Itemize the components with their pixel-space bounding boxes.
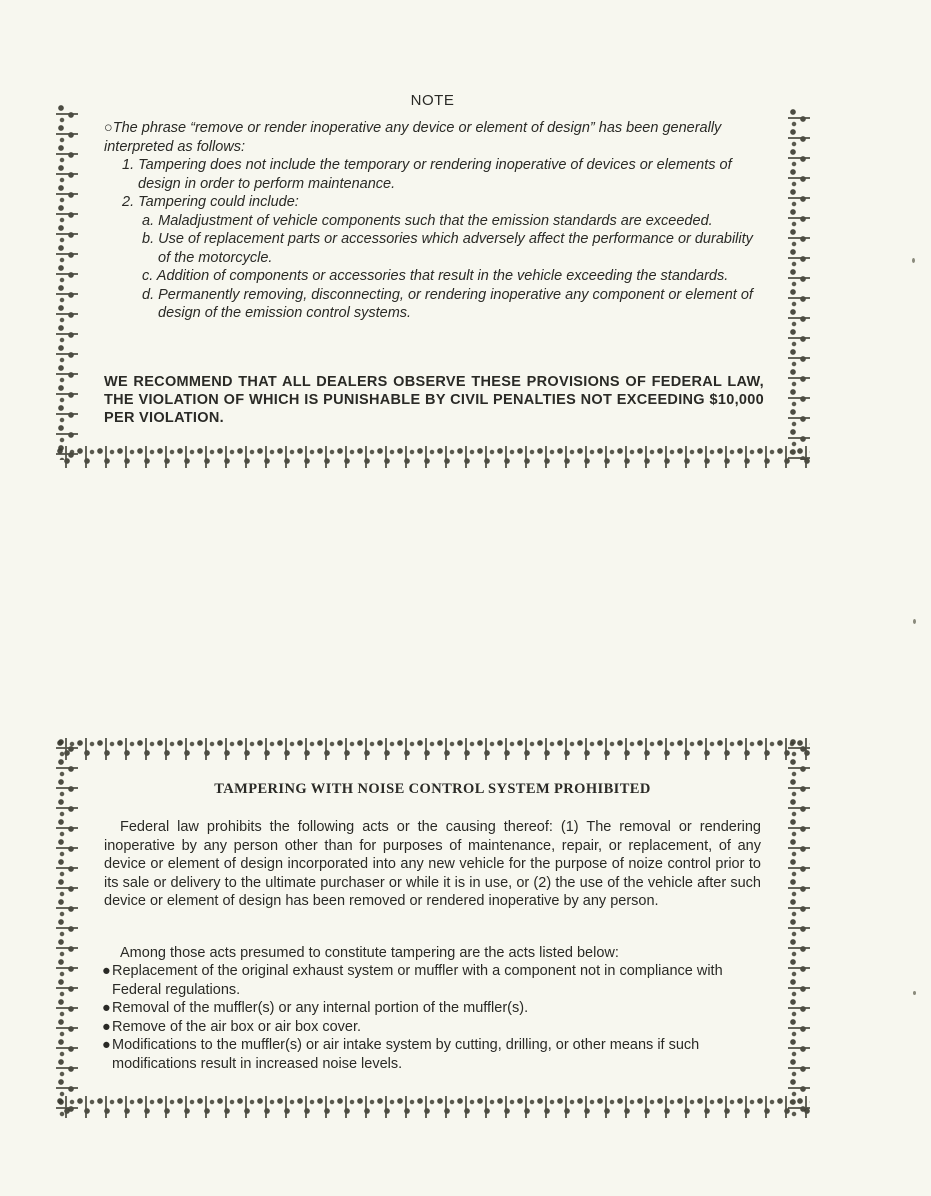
list-item bbox=[102, 1036, 770, 1073]
bullet-icon: ● bbox=[102, 1018, 111, 1035]
note-subitem-a-letter: a. bbox=[142, 212, 155, 229]
note-item-2 bbox=[104, 193, 764, 212]
note-item-1 bbox=[104, 156, 764, 193]
note-item-1-num: 1. bbox=[122, 157, 135, 173]
list-item bbox=[102, 999, 770, 1018]
note-item-2-num: 2. bbox=[122, 194, 135, 210]
note-subitem-b bbox=[104, 230, 764, 267]
note-subitem-c-letter: c. bbox=[142, 268, 154, 284]
bullet-icon: ● bbox=[102, 1037, 111, 1053]
note-subitem-b-letter: b. bbox=[142, 231, 155, 247]
tampering-paragraph: Federal law prohibits the following acts or the causing thereof: (1) The removal or rendering inoperative by any person other than for purposes of maintenance, repair, or replacement, of any device or element of design incorporated into any new vehicle for the purpose of noize control prior to its sale or delivery to the ultimate purchaser or while it is in use, or (2) the use of the vehicle after such device or element of design has been removed or rendered inoperative by any person. bbox=[104, 819, 761, 909]
scan-speck bbox=[913, 991, 916, 995]
act-text: Modifications to the muffler(s) or air intake system by cutting, drilling, or other means if such modifications result in increased noise levels. bbox=[112, 1037, 700, 1072]
note-subitem-d bbox=[104, 286, 764, 323]
note-border-bottom bbox=[56, 446, 810, 468]
note-border-right bbox=[788, 108, 810, 460]
act-text: Removal of the muffler(s) or any internal portion of the muffler(s). bbox=[112, 1000, 529, 1016]
note-title: NOTE bbox=[410, 92, 455, 109]
act-text: Replacement of the original exhaust system or muffler with a component not in compliance with Federal regulations. bbox=[112, 963, 723, 998]
list-item bbox=[102, 1018, 770, 1037]
note-subitem-d-text: Permanently removing, disconnecting, or rendering inoperative any component or element of design of the emission control systems. bbox=[158, 286, 753, 321]
note-subitem-c-text: Addition of components or accessories that result in the vehicle exceeding the standards. bbox=[156, 268, 729, 284]
tampering-list-intro: Among those acts presumed to constitute tampering are the acts listed below: bbox=[120, 945, 619, 961]
note-subitem-b-text: Use of replacement parts or accessories which adversely affect the performance or durability of the motorcycle. bbox=[158, 231, 753, 266]
note-item-1-text: Tampering does not include the temporary or rendering inoperative of devices or elements of design in order to perform maintenance. bbox=[138, 157, 732, 192]
note-item-2-text: Tampering could include: bbox=[138, 194, 299, 210]
note-border-left bbox=[56, 104, 78, 460]
note-subitem-a bbox=[104, 212, 764, 231]
tampering-title: TAMPERING WITH NOISE CONTROL SYSTEM PROHIBITED bbox=[214, 781, 651, 797]
bullet-icon: ● bbox=[102, 1000, 111, 1016]
note-subitem-c bbox=[104, 267, 764, 286]
scan-speck bbox=[913, 619, 916, 624]
note-subitem-a-text: Maladjustment of vehicle components such that the emission standards are exceeded. bbox=[158, 212, 713, 229]
note-subitem-d-letter: d. bbox=[142, 286, 155, 303]
act-text: Remove of the air box or air box cover. bbox=[112, 1018, 362, 1035]
list-item bbox=[102, 962, 770, 999]
tampering-border-top bbox=[56, 738, 810, 760]
scan-speck bbox=[912, 258, 915, 263]
note-intro: ○The phrase “remove or render inoperative any device or element of design” has been generally interpreted as follows: bbox=[104, 120, 722, 155]
federal-law-warning: WE RECOMMEND THAT ALL DEALERS OBSERVE THESE PROVISIONS OF FEDERAL LAW, THE VIOLATION OF WHICH IS PUNISHABLE BY CIVIL PENALTIES NOT EXCEEDING $10,000 PER VIOLATION. bbox=[104, 374, 764, 426]
tampering-acts-list bbox=[102, 962, 770, 1073]
note-body bbox=[104, 119, 764, 323]
bullet-icon: ● bbox=[102, 963, 111, 979]
tampering-border-bottom bbox=[56, 1096, 810, 1118]
